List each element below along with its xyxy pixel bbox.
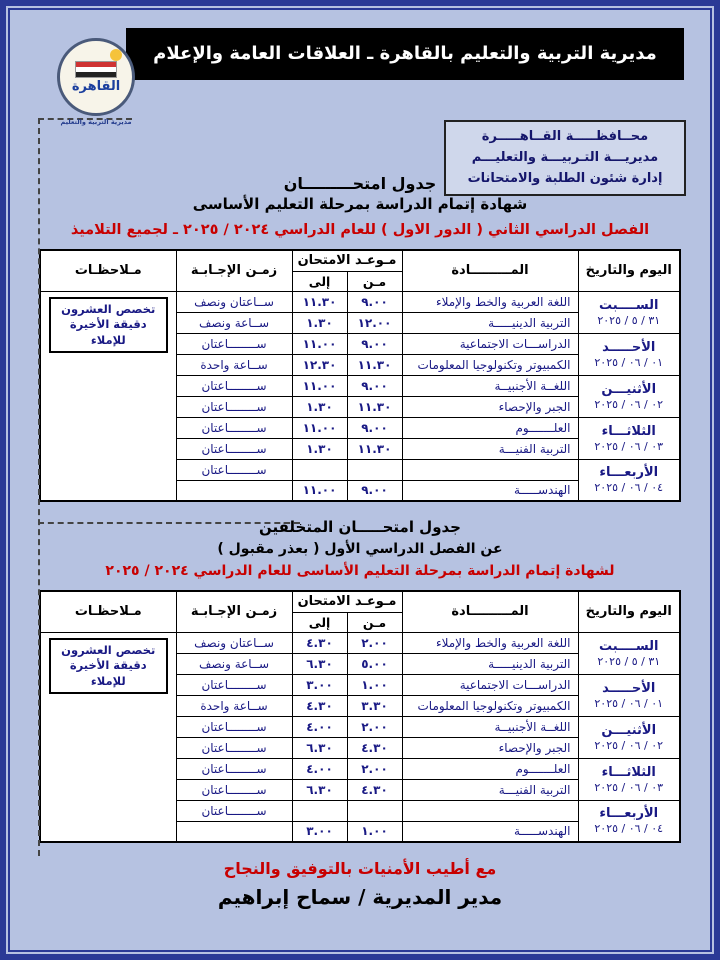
- from-cell: ٩.٠٠: [347, 291, 402, 312]
- duration-cell: ســــــــاعتان: [176, 396, 292, 417]
- dictation-note-box: تخصص العشرون دقيقة الأخيرة للإملاء: [49, 297, 168, 354]
- notes-cell: [40, 291, 176, 501]
- office-stamp: [444, 120, 686, 196]
- duration-cell: ســــــــاعتان: [176, 800, 292, 821]
- from-cell: ١٢.٠٠: [347, 312, 402, 333]
- to-cell: ١.٣٠: [292, 438, 347, 459]
- subject-cell: العلـــــــوم: [402, 758, 578, 779]
- duration-cell: ســــــــاعتان: [176, 674, 292, 695]
- from-cell: ٥.٠٠: [347, 653, 402, 674]
- col-header-time: مـوعـد الامتحان: [292, 591, 402, 612]
- makeup-exam-table: [39, 590, 681, 843]
- duration-cell: ســــــــاعتان: [176, 438, 292, 459]
- from-cell: [347, 800, 402, 821]
- col-header-from: مـن: [347, 612, 402, 632]
- from-cell: ٩.٠٠: [347, 333, 402, 354]
- egypt-flag-icon: [75, 61, 117, 78]
- day-date: ٠٢ / ٠٦ / ٢٠٢٥: [594, 397, 664, 411]
- header-title: مديرية التربية والتعليم بالقاهرة ـ العلاقات العامة والإعلام: [153, 43, 657, 64]
- from-cell: ٩.٠٠: [347, 417, 402, 438]
- day-date: ٣١ / ٥ / ٢٠٢٥: [597, 313, 661, 327]
- from-cell: ٢.٠٠: [347, 716, 402, 737]
- day-cell: [578, 417, 680, 459]
- col-header-notes: مـلاحظـات: [40, 250, 176, 291]
- col-header-subject: المـــــــــادة: [402, 250, 578, 291]
- from-cell: ١.٠٠: [347, 821, 402, 842]
- day-name: الأحـــــد: [602, 680, 656, 696]
- makeup-subtitle: عن الفصل الدراسي الأول ( بعذر مقبول ): [217, 541, 503, 557]
- day-name: الســــبت: [599, 638, 659, 654]
- day-date: ٠١ / ٠٦ / ٢٠٢٥: [594, 355, 664, 369]
- header-banner: [126, 28, 684, 80]
- col-header-time: مـوعـد الامتحان: [292, 250, 402, 271]
- stamp-line-department: إدارة شئون الطلبة والامتحانات: [467, 170, 663, 186]
- to-cell: ١.٣٠: [292, 396, 347, 417]
- subject-cell: الكمبيوتر وتكنولوجيا المعلومات: [402, 695, 578, 716]
- from-cell: ٩.٠٠: [347, 375, 402, 396]
- day-name: الأحـــــد: [602, 339, 656, 355]
- day-cell: [578, 291, 680, 333]
- to-cell: ٤.٠٠: [292, 716, 347, 737]
- to-cell: ١١.٣٠: [292, 291, 347, 312]
- subject-cell: اللغــة الأجنبيــة: [402, 716, 578, 737]
- to-cell: [292, 800, 347, 821]
- sun-icon: [110, 49, 122, 61]
- from-cell: ٢.٠٠: [347, 632, 402, 653]
- subject-cell: اللغــة الأجنبيــة: [402, 375, 578, 396]
- duration-cell: ســــــــاعتان: [176, 417, 292, 438]
- subject-cell: [402, 800, 578, 821]
- duration-cell: ســــــــاعتان: [176, 737, 292, 758]
- to-cell: ٤.٣٠: [292, 632, 347, 653]
- directorate-logo: [52, 38, 140, 126]
- col-header-to: إلى: [292, 271, 347, 291]
- subject-cell: الدراســـات الاجتماعية: [402, 674, 578, 695]
- subject-cell: الدراســـات الاجتماعية: [402, 333, 578, 354]
- from-cell: ١١.٣٠: [347, 396, 402, 417]
- duration-cell: ســــــــاعتان: [176, 779, 292, 800]
- col-header-duration: زمـن الإجـابـة: [176, 250, 292, 291]
- to-cell: ١١.٠٠: [292, 333, 347, 354]
- day-name: الســــبت: [599, 297, 659, 313]
- subject-cell: الكمبيوتر وتكنولوجيا المعلومات: [402, 354, 578, 375]
- makeup-subtitle-red: لشهادة إتمام الدراسة بمرحلة التعليم الأساسى للعام الدراسي ٢٠٢٤ / ٢٠٢٥: [105, 563, 615, 579]
- from-cell: ٤.٣٠: [347, 779, 402, 800]
- to-cell: ٤.٠٠: [292, 758, 347, 779]
- duration-cell: ســاعتان ونصف: [176, 632, 292, 653]
- duration-cell: [176, 480, 292, 501]
- good-wishes-line: مع أطيب الأمنيات بالتوفيق والنجاح: [223, 859, 497, 878]
- from-cell: ٤.٣٠: [347, 737, 402, 758]
- to-cell: ٦.٣٠: [292, 779, 347, 800]
- to-cell: ١١.٠٠: [292, 480, 347, 501]
- day-cell: [578, 632, 680, 674]
- from-cell: ١١.٣٠: [347, 438, 402, 459]
- day-cell: [578, 333, 680, 375]
- day-cell: [578, 375, 680, 417]
- duration-cell: ســــــــاعتان: [176, 333, 292, 354]
- day-date: ٠٣ / ٠٦ / ٢٠٢٥: [594, 439, 664, 453]
- cut-line-middle: [38, 522, 300, 524]
- duration-cell: ســاعة واحدة: [176, 695, 292, 716]
- stamp-line-directorate: مديريـــة التـربيـــة والتعليـــم: [471, 149, 659, 165]
- col-header-from: مـن: [347, 271, 402, 291]
- duration-cell: ســاعتان ونصف: [176, 291, 292, 312]
- from-cell: [347, 459, 402, 480]
- exam-row: [40, 291, 680, 312]
- day-cell: [578, 674, 680, 716]
- main-exam-table: [39, 249, 681, 502]
- duration-cell: ســاعة ونصف: [176, 653, 292, 674]
- subject-cell: الهندســـــة: [402, 480, 578, 501]
- subject-cell: اللغة العربية والخط والإملاء: [402, 632, 578, 653]
- logo-circle: [57, 38, 135, 116]
- dictation-note-box: تخصص العشرون دقيقة الأخيرة للإملاء: [49, 638, 168, 695]
- exam-row: [40, 632, 680, 653]
- to-cell: ٣.٠٠: [292, 674, 347, 695]
- subject-cell: الجبر والإحصاء: [402, 396, 578, 417]
- col-header-subject: المـــــــــادة: [402, 591, 578, 632]
- duration-cell: ســــــــاعتان: [176, 459, 292, 480]
- logo-name: القاهرة: [71, 79, 121, 94]
- certificate-title: شهادة إتمام الدراسة بمرحلة التعليم الأساسى: [192, 195, 528, 213]
- day-date: ٠٢ / ٠٦ / ٢٠٢٥: [594, 738, 664, 752]
- duration-cell: [176, 821, 292, 842]
- duration-cell: ســاعة ونصف: [176, 312, 292, 333]
- makeup-title: جدول امتحـــــان المتخلفين: [259, 518, 461, 536]
- col-header-notes: مـلاحظـات: [40, 591, 176, 632]
- to-cell: ٦.٣٠: [292, 737, 347, 758]
- day-date: ٠١ / ٠٦ / ٢٠٢٥: [594, 696, 664, 710]
- from-cell: ٩.٠٠: [347, 480, 402, 501]
- subject-cell: [402, 459, 578, 480]
- day-name: الأثنيـــن: [601, 381, 657, 397]
- day-name: الثلاثـــاء: [601, 764, 656, 780]
- subject-cell: التربية الفنيـــة: [402, 438, 578, 459]
- day-date: ٠٤ / ٠٦ / ٢٠٢٥: [594, 481, 664, 495]
- subject-cell: العلـــــــوم: [402, 417, 578, 438]
- to-cell: ١١.٠٠: [292, 417, 347, 438]
- day-cell: [578, 716, 680, 758]
- day-name: الأربعـــاء: [599, 806, 659, 822]
- director-signature: مدير المديرية / سماح إبراهيم: [217, 885, 503, 909]
- to-cell: ١١.٠٠: [292, 375, 347, 396]
- subject-cell: التربية الدينيـــــة: [402, 312, 578, 333]
- logo-caption: مديرية التربية والتعليم: [60, 118, 132, 126]
- day-date: ٠٣ / ٠٦ / ٢٠٢٥: [594, 780, 664, 794]
- notes-cell: [40, 632, 176, 842]
- to-cell: ٦.٣٠: [292, 653, 347, 674]
- duration-cell: ســــــــاعتان: [176, 375, 292, 396]
- subject-cell: التربية الفنيـــة: [402, 779, 578, 800]
- duration-cell: ســــــــاعتان: [176, 716, 292, 737]
- term-subtitle-red: الفصل الدراسي الثاني ( الدور الاول ) للعام الدراسي ٢٠٢٤ / ٢٠٢٥ ـ لجميع التلاميذ: [70, 222, 650, 238]
- col-header-duration: زمـن الإجـابـة: [176, 591, 292, 632]
- subject-cell: الهندســـــة: [402, 821, 578, 842]
- subject-cell: التربية الدينيـــــة: [402, 653, 578, 674]
- to-cell: [292, 459, 347, 480]
- from-cell: ١.٠٠: [347, 674, 402, 695]
- duration-cell: ســــــــاعتان: [176, 758, 292, 779]
- duration-cell: ســاعة واحدة: [176, 354, 292, 375]
- col-header-to: إلى: [292, 612, 347, 632]
- from-cell: ١١.٣٠: [347, 354, 402, 375]
- subject-cell: الجبر والإحصاء: [402, 737, 578, 758]
- day-name: الأربعـــاء: [599, 465, 659, 481]
- from-cell: ٢.٠٠: [347, 758, 402, 779]
- to-cell: ٤.٣٠: [292, 695, 347, 716]
- day-cell: [578, 459, 680, 501]
- col-header-day: اليوم والتاريخ: [578, 591, 680, 632]
- day-cell: [578, 758, 680, 800]
- stamp-line-governorate: محــافظـــــة القــاهـــــرة: [481, 129, 649, 144]
- day-name: الأثنيـــن: [601, 722, 657, 738]
- cut-line-vertical: [38, 118, 40, 856]
- day-date: ٠٤ / ٠٦ / ٢٠٢٥: [594, 822, 664, 836]
- from-cell: ٣.٣٠: [347, 695, 402, 716]
- day-cell: [578, 800, 680, 842]
- main-title: جدول امتحـــــــــان: [283, 174, 437, 193]
- subject-cell: اللغة العربية والخط والإملاء: [402, 291, 578, 312]
- to-cell: ١٢.٣٠: [292, 354, 347, 375]
- day-name: الثلاثـــاء: [601, 423, 656, 439]
- col-header-day: اليوم والتاريخ: [578, 250, 680, 291]
- to-cell: ٣.٠٠: [292, 821, 347, 842]
- day-date: ٣١ / ٥ / ٢٠٢٥: [597, 654, 661, 668]
- to-cell: ١.٣٠: [292, 312, 347, 333]
